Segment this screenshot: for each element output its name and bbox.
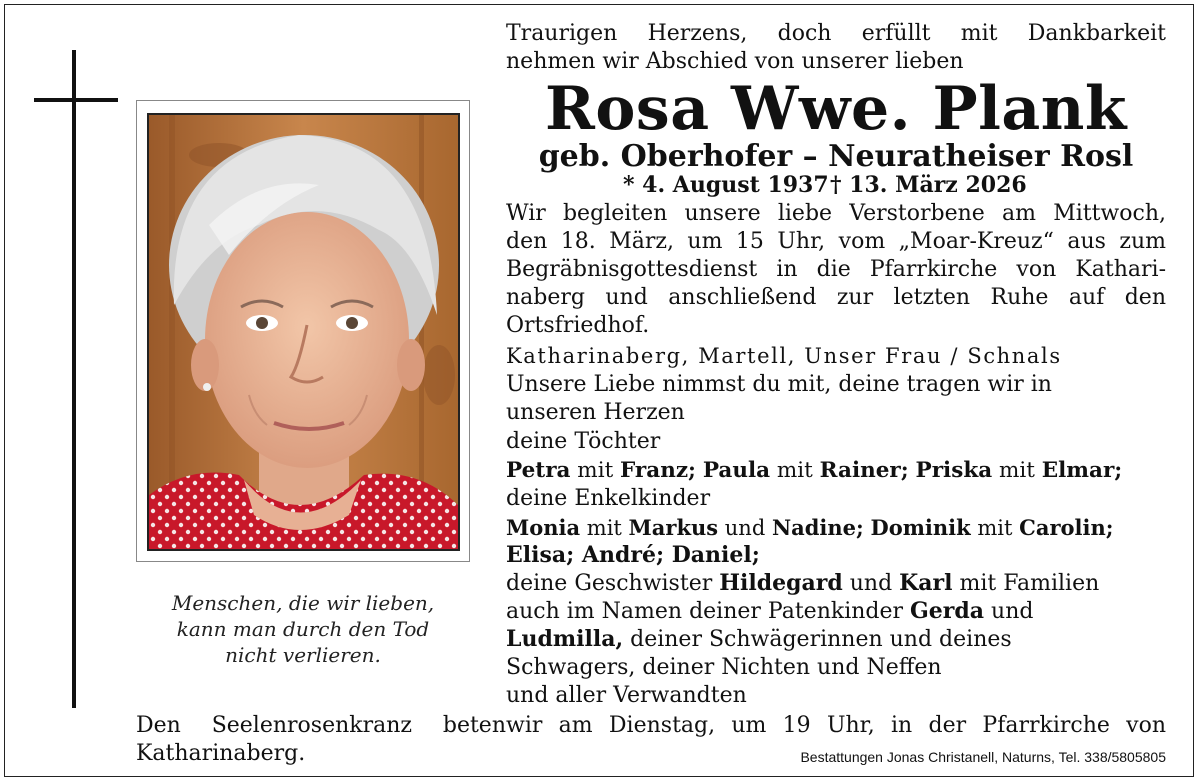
mourner-text: mit bbox=[970, 516, 1020, 540]
mourner-text: mit bbox=[992, 458, 1042, 483]
mourner-name: Gerda bbox=[910, 598, 985, 624]
rosary-line: wir am Dienstag, um 19 Uhr, in der Pfarrkirche von bbox=[506, 713, 1166, 738]
intro-line: nehmen wir Abschied von unserer lieben bbox=[506, 49, 964, 74]
mourner-text: mit bbox=[570, 458, 621, 483]
mourner-text: und bbox=[984, 599, 1034, 624]
mourner-name: Priska bbox=[915, 458, 993, 483]
message-line: Unsere Liebe nimmst du mit, deine tragen wir in bbox=[506, 372, 1052, 397]
mourner-name: Franz; bbox=[620, 458, 696, 483]
funeral-line: Ortsfriedhof. bbox=[506, 313, 650, 338]
places-line: Katharinaberg, Martell, Unser Frau / Schnals bbox=[506, 344, 1062, 368]
grandchildren-list bbox=[506, 514, 1114, 542]
inlaws-line bbox=[506, 626, 1012, 653]
mourner-name: Ludmilla, bbox=[506, 626, 624, 652]
birth-date: * 4. August 1937 bbox=[623, 172, 829, 198]
siblings-line bbox=[506, 570, 1099, 597]
funeral-line: naberg und anschließend zur letzten Ruhe auf den bbox=[506, 285, 1166, 310]
birth-name: geb. Oberhofer – Neuratheiser Rosl bbox=[538, 139, 1134, 174]
funeral-line: Wir begleiten unsere liebe Verstorbene am Mittwoch, bbox=[506, 201, 1166, 226]
mourner-text bbox=[909, 458, 916, 483]
relatives-line: und aller Verwandten bbox=[506, 683, 747, 708]
mourner-name: Monia bbox=[506, 515, 581, 540]
intro-line: Traurigen Herzens, doch erfüllt mit Dankbarkeit bbox=[506, 21, 1166, 46]
funeral-line: Begräbnisgottesdienst in die Pfarrkirche von Kathari- bbox=[506, 257, 1166, 282]
mourner-name: Dominik bbox=[870, 515, 971, 540]
mourner-name: Petra bbox=[506, 458, 571, 483]
portrait-photo bbox=[147, 113, 460, 551]
mourner-text: und bbox=[842, 571, 900, 596]
mourner-text: auch im Namen deiner Patenkinder bbox=[506, 599, 911, 624]
mourner-name: Hildegard bbox=[719, 570, 843, 596]
rosary-line: Katharinaberg. bbox=[136, 741, 306, 766]
mourner-name: Nadine; bbox=[771, 515, 864, 540]
mourner-text: deiner Schwägerinnen und deines bbox=[623, 627, 1012, 652]
mourner-name: Karl bbox=[899, 570, 953, 596]
grandchildren-list: Elisa; André; Daniel; bbox=[506, 542, 760, 568]
mourner-text: mit Familien bbox=[952, 571, 1100, 596]
message-line: unseren Herzen bbox=[506, 400, 685, 425]
godchildren-line bbox=[506, 598, 1033, 625]
mourner-name: Markus bbox=[628, 515, 719, 540]
quote-line: Menschen, die wir lieben, bbox=[171, 591, 435, 615]
daughters-list bbox=[506, 457, 1122, 484]
funeral-home-credit: Bestattungen Jonas Christanell, Naturns, Tel. 338/5805805 bbox=[800, 749, 1166, 765]
mourner-name: Carolin; bbox=[1019, 515, 1114, 540]
funeral-line: den 18. März, um 15 Uhr, vom „Moar-Kreuz“ aus zum bbox=[506, 229, 1166, 254]
death-date: † 13. März 2026 bbox=[830, 172, 1027, 198]
cross-icon-bar bbox=[34, 98, 118, 102]
quote-line: nicht verlieren. bbox=[225, 643, 381, 667]
mourner-text: und bbox=[718, 516, 772, 540]
rosary-notice bbox=[136, 712, 506, 768]
memorial-quote bbox=[140, 590, 466, 668]
mourner-text: deine Geschwister bbox=[506, 571, 720, 596]
mourner-name: Rainer; bbox=[819, 458, 909, 483]
inlaws-line: Schwagers, deiner Nichten und Neffen bbox=[506, 655, 942, 680]
mourner-text: mit bbox=[580, 516, 629, 540]
rosary-line: Den Seelenrosenkranz beten bbox=[136, 713, 506, 738]
deceased-name: Rosa Wwe. Plank bbox=[545, 74, 1127, 144]
quote-line: kann man durch den Tod bbox=[176, 617, 430, 641]
grandchildren-label: deine Enkelkinder bbox=[506, 486, 711, 511]
mourner-name: Paula bbox=[702, 458, 771, 483]
daughters-label: deine Töchter bbox=[506, 429, 661, 454]
mourner-text: mit bbox=[770, 458, 820, 483]
mourner-text bbox=[696, 458, 703, 483]
mourner-name: Elmar; bbox=[1041, 458, 1123, 483]
cross-icon bbox=[72, 50, 76, 708]
